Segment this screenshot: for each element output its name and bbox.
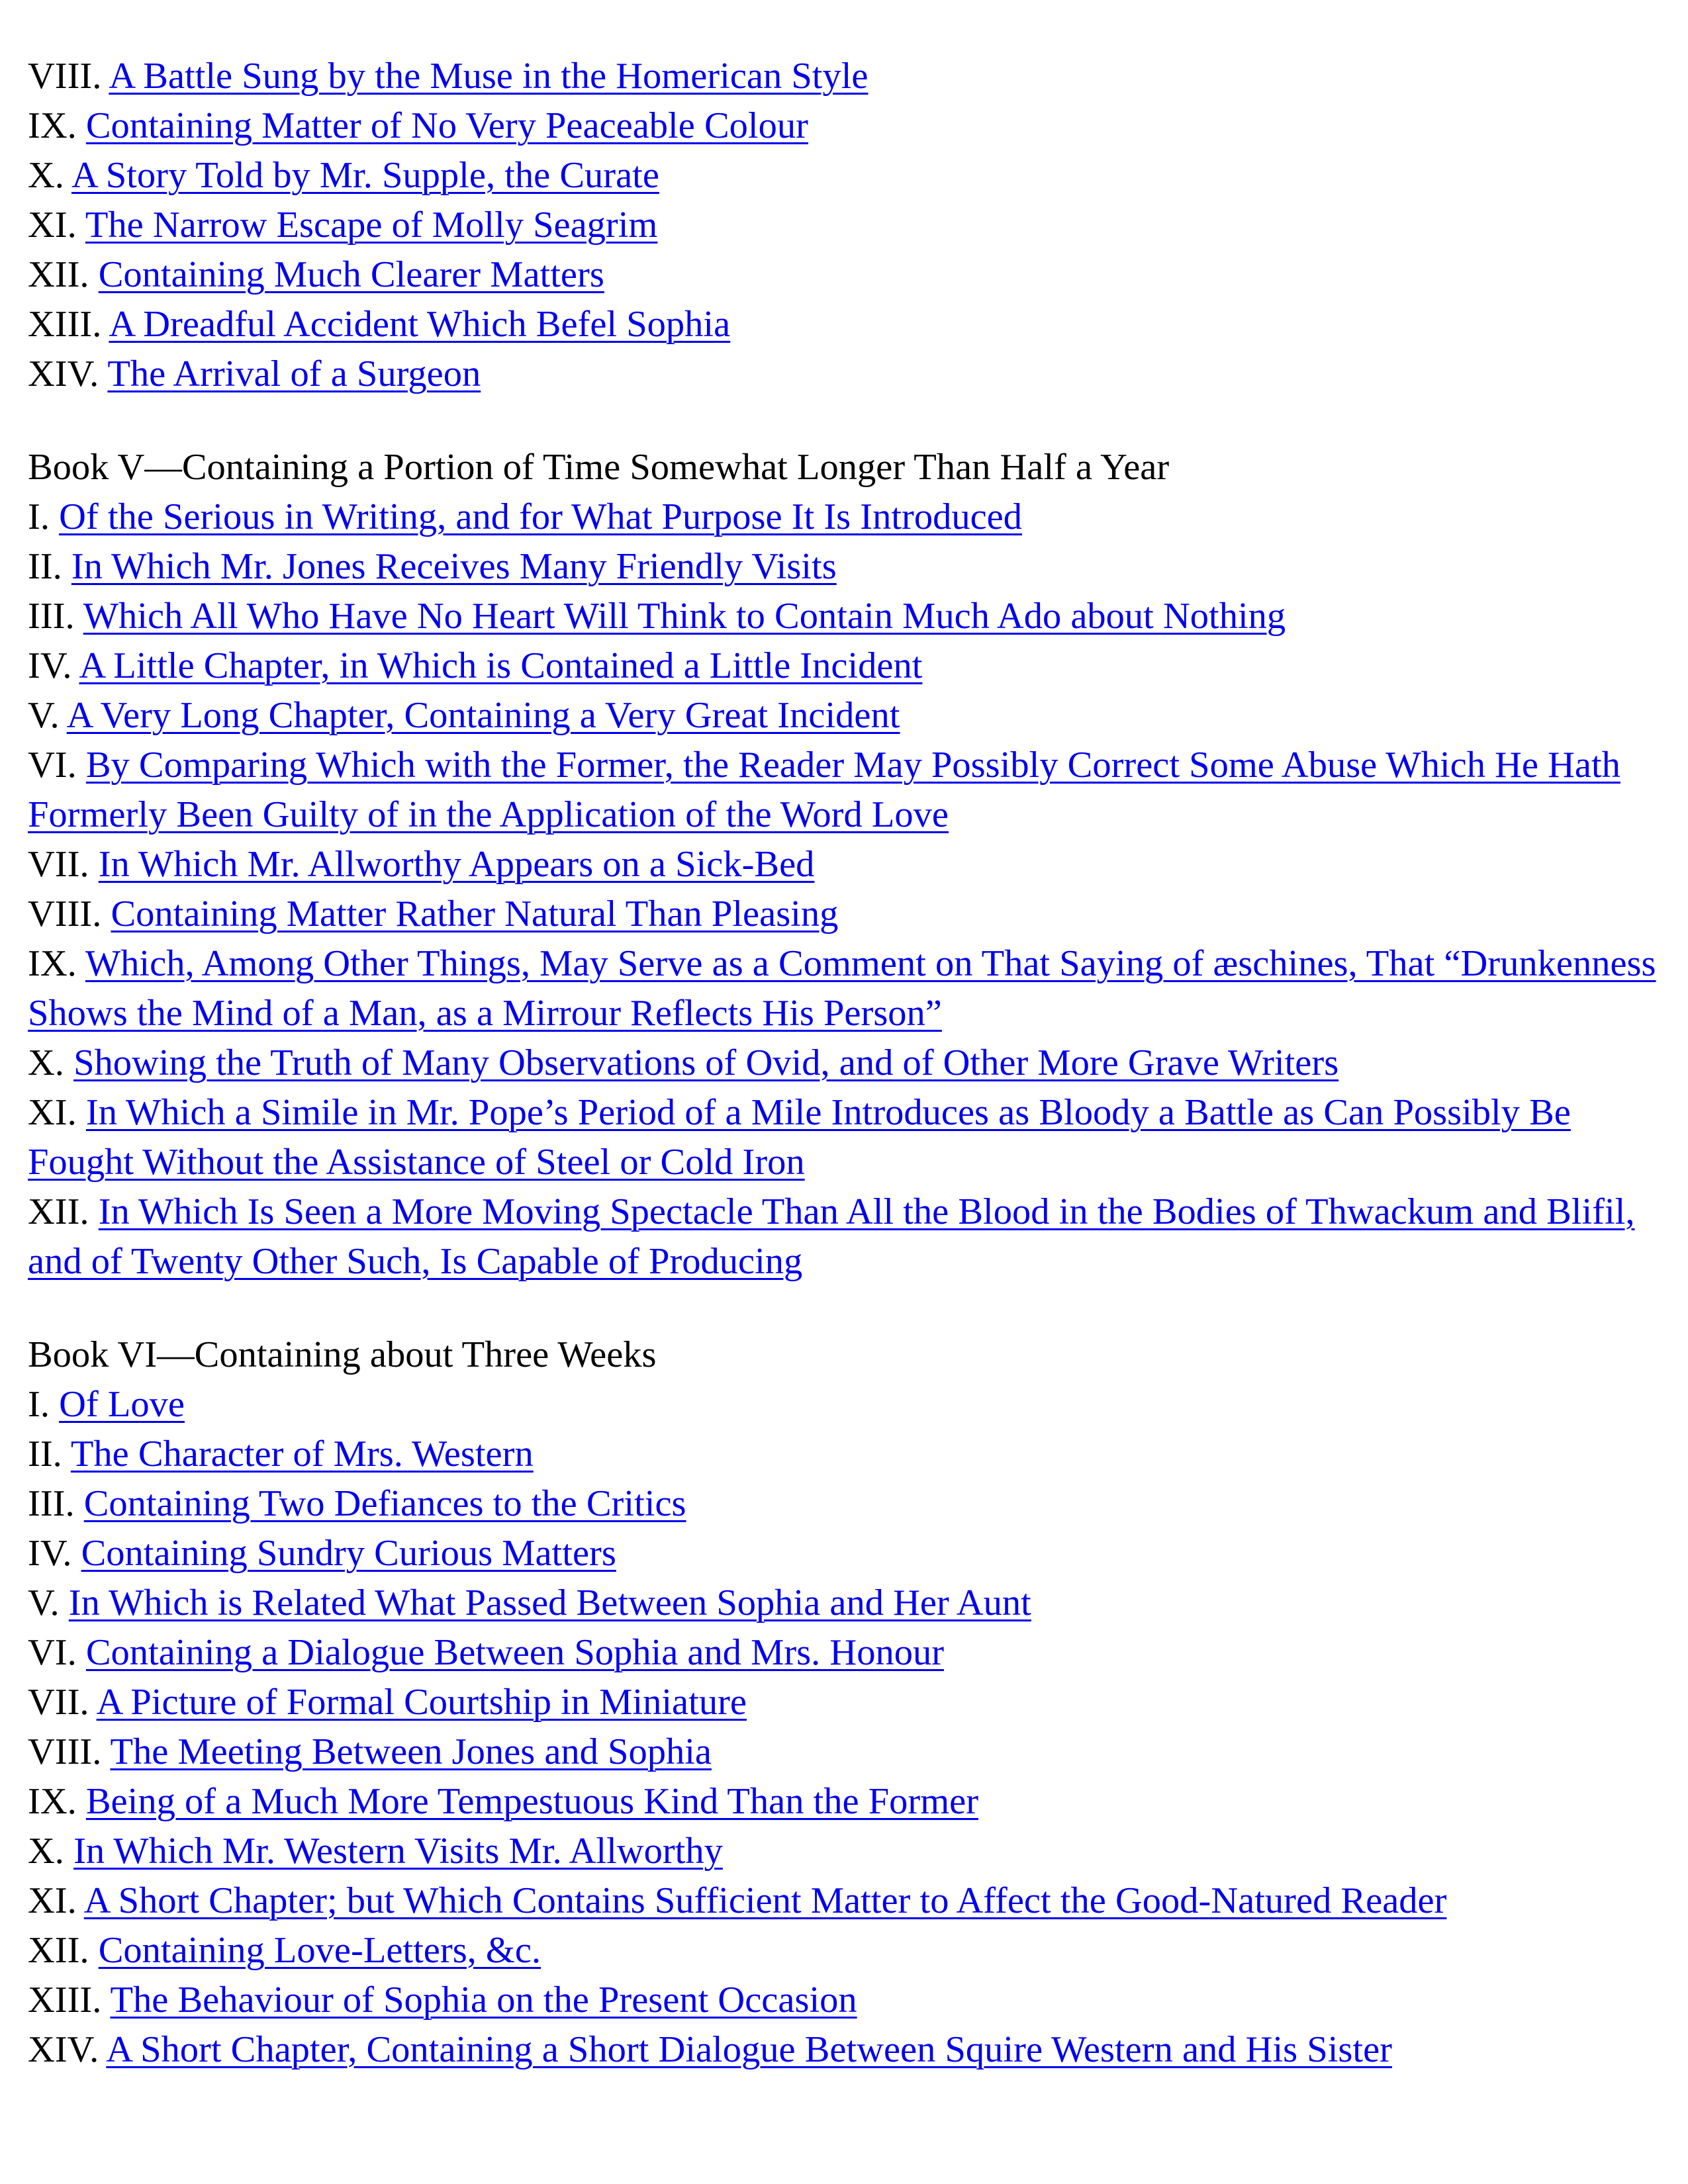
chapter-number: VII. (28, 844, 89, 885)
chapter-link[interactable]: A Picture of Formal Courtship in Miniature (96, 1682, 747, 1723)
chapter-link[interactable]: The Narrow Escape of Molly Seagrim (85, 205, 658, 246)
chapter-entry (28, 1529, 1656, 1578)
chapter-link[interactable]: The Behaviour of Sophia on the Present Occasion (110, 1979, 857, 2021)
chapter-number: XI. (28, 1092, 77, 1133)
chapter-number: IX. (28, 105, 77, 146)
chapter-number: IV. (28, 1533, 72, 1574)
chapter-link[interactable]: Of the Serious in Writing, and for What Purpose It Is Introduced (59, 496, 1023, 537)
chapter-entry (28, 939, 1656, 1038)
chapter-number: VI. (28, 745, 77, 786)
chapter-entry (28, 201, 1656, 250)
toc-section (28, 52, 1656, 399)
chapter-entry (28, 1727, 1656, 1777)
chapter-entry (28, 1187, 1656, 1287)
chapter-link[interactable]: A Battle Sung by the Muse in the Homerican Style (109, 56, 868, 97)
table-of-contents (28, 52, 1656, 2075)
chapter-number: IV. (28, 645, 72, 686)
chapter-number: XIII. (28, 304, 102, 345)
chapter-link[interactable]: Containing a Dialogue Between Sophia and Mrs. Honour (85, 1632, 945, 1673)
chapter-link[interactable]: Containing Much Clearer Matters (98, 254, 604, 295)
chapter-number: XIV. (28, 2029, 99, 2070)
chapter-entry (28, 592, 1656, 641)
book-heading: Book V—Containing a Portion of Time Somewhat Longer Than Half a Year (28, 447, 1170, 488)
chapter-number: IX. (28, 1781, 77, 1822)
toc-section (28, 443, 1656, 1287)
chapter-entry (28, 1430, 1656, 1479)
chapter-link[interactable]: A Story Told by Mr. Supple, the Curate (71, 155, 659, 196)
toc-section (28, 1330, 1656, 2075)
chapter-number: II. (28, 546, 62, 587)
chapter-link[interactable]: The Arrival of a Surgeon (107, 353, 481, 394)
chapter-link[interactable]: A Short Chapter, Containing a Short Dialogue Between Squire Western and His Sister (106, 2029, 1392, 2070)
chapter-link[interactable]: The Character of Mrs. Western (70, 1433, 534, 1475)
chapter-entry (28, 52, 1656, 101)
chapter-entry (28, 1926, 1656, 1976)
chapter-number: VIII. (28, 56, 102, 97)
chapter-number: XI. (28, 205, 77, 246)
chapter-link[interactable]: A Short Chapter; but Which Contains Sufficient Matter to Affect the Good-Natured Reader (83, 1880, 1447, 1921)
chapter-link[interactable]: The Meeting Between Jones and Sophia (110, 1731, 712, 1772)
chapter-link[interactable]: Which All Who Have No Heart Will Think to Contain Much Ado about Nothing (83, 596, 1286, 637)
chapter-entry (28, 840, 1656, 889)
chapter-link[interactable]: A Very Long Chapter, Containing a Very Great Incident (66, 695, 900, 736)
chapter-entry (28, 1038, 1656, 1088)
chapter-link[interactable]: Of Love (59, 1384, 185, 1425)
chapter-entry (28, 300, 1656, 349)
chapter-entry (28, 691, 1656, 741)
chapter-entry (28, 1628, 1656, 1678)
chapter-link[interactable]: Containing Sundry Curious Matters (81, 1533, 616, 1574)
chapter-entry (28, 1777, 1656, 1827)
chapter-entry (28, 641, 1656, 691)
chapter-number: VIII. (28, 893, 102, 934)
chapter-entry (28, 1088, 1656, 1187)
chapter-number: VIII. (28, 1731, 102, 1772)
chapter-number: V. (28, 695, 60, 736)
chapter-number: X. (28, 155, 64, 196)
chapter-link[interactable]: A Dreadful Accident Which Befel Sophia (109, 304, 731, 345)
chapter-link[interactable]: Showing the Truth of Many Observations of Ovid, and of Other More Grave Writers (73, 1042, 1339, 1083)
chapter-number: II. (28, 1433, 62, 1475)
chapter-link[interactable]: By Comparing Which with the Former, the Reader May Possibly Correct Some Abuse Which He Hath Formerly Been Guilty of in the Application of the Word Love (28, 745, 1620, 835)
chapter-number: X. (28, 1831, 64, 1872)
chapter-link[interactable]: In Which a Simile in Mr. Pope’s Period of a Mile Introduces as Bloody a Battle as Can Possibly Be Fought Without the Assistance of Steel or Cold Iron (28, 1092, 1571, 1183)
chapter-entry (28, 349, 1656, 399)
chapter-entry (28, 1876, 1656, 1926)
chapter-link[interactable]: In Which Mr. Jones Receives Many Friendly Visits (71, 546, 837, 587)
chapter-number: XII. (28, 1930, 89, 1971)
chapter-link[interactable]: In Which Is Seen a More Moving Spectacle Than All the Blood in the Bodies of Thwackum and Blifil, and of Twenty Other Such, Is Capable of Producing (28, 1191, 1635, 1282)
chapter-link[interactable]: A Little Chapter, in Which is Contained a Little Incident (79, 645, 923, 686)
chapter-number: IX. (28, 943, 77, 984)
chapter-link[interactable]: In Which is Related What Passed Between Sophia and Her Aunt (68, 1582, 1031, 1623)
chapter-entry (28, 1827, 1656, 1876)
chapter-number: XIV. (28, 353, 99, 394)
chapter-number: III. (28, 1483, 75, 1524)
chapter-entry (28, 250, 1656, 300)
chapter-entry (28, 542, 1656, 592)
chapter-entry (28, 1976, 1656, 2025)
chapter-number: XI. (28, 1880, 77, 1921)
chapter-link[interactable]: In Which Mr. Allworthy Appears on a Sick-Bed (98, 844, 815, 885)
chapter-entry (28, 2025, 1656, 2075)
chapter-entry (28, 741, 1656, 840)
chapter-number: III. (28, 596, 75, 637)
chapter-entry (28, 1578, 1656, 1628)
chapter-entry (28, 1479, 1656, 1529)
chapter-entry (28, 151, 1656, 201)
chapter-link[interactable]: Containing Love-Letters, &c. (98, 1930, 541, 1971)
book-heading: Book VI—Containing about Three Weeks (28, 1334, 657, 1375)
chapter-entry (28, 889, 1656, 939)
chapter-link[interactable]: Containing Matter Rather Natural Than Pleasing (111, 893, 839, 934)
chapter-number: I. (28, 496, 50, 537)
chapter-entry (28, 101, 1656, 151)
chapter-number: XII. (28, 254, 89, 295)
chapter-number: VI. (28, 1632, 77, 1673)
chapter-entry (28, 492, 1656, 542)
chapter-number: XIII. (28, 1979, 102, 2021)
chapter-number: VII. (28, 1682, 89, 1723)
chapter-link[interactable]: Containing Matter of No Very Peaceable Colour (85, 105, 808, 146)
chapter-link[interactable]: In Which Mr. Western Visits Mr. Allworthy (73, 1831, 723, 1872)
chapter-number: V. (28, 1582, 60, 1623)
chapter-link[interactable]: Being of a Much More Tempestuous Kind Than the Former (85, 1781, 979, 1822)
chapter-number: XII. (28, 1191, 89, 1232)
chapter-link[interactable]: Which, Among Other Things, May Serve as a Comment on That Saying of æschines, That “Drunkenness Shows the Mind of a Man, as a Mirrour Reflects His Person” (28, 943, 1656, 1034)
chapter-number: I. (28, 1384, 50, 1425)
chapter-entry (28, 1678, 1656, 1727)
chapter-number: X. (28, 1042, 64, 1083)
chapter-entry (28, 1380, 1656, 1430)
chapter-link[interactable]: Containing Two Defiances to the Critics (83, 1483, 686, 1524)
